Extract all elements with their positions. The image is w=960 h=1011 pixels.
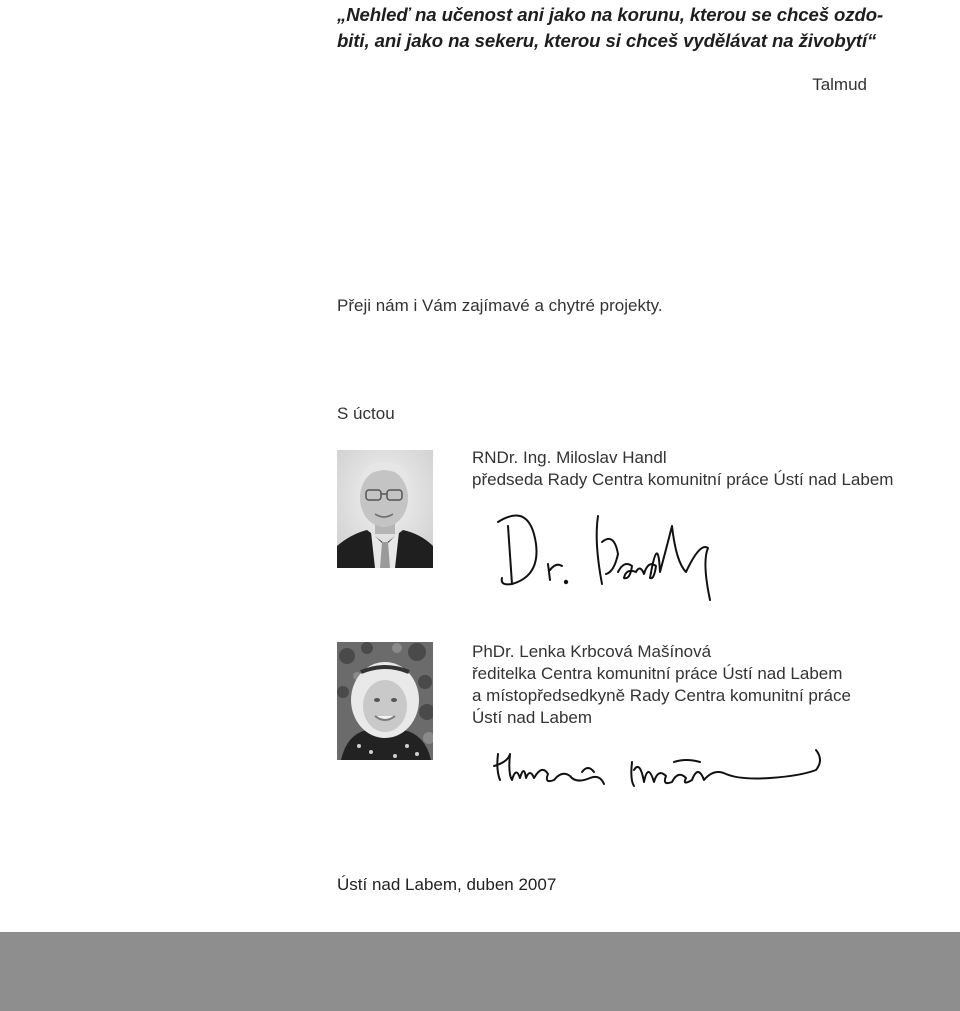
person-name: RNDr. Ing. Miloslav Handl [472,448,667,467]
quote-line-1: „Nehleď na učenost ani jako na korunu, kterou se chceš ozdo- [337,4,884,25]
person-masinova [472,641,851,729]
quote-source: Talmud [812,75,867,94]
person-role: Ústí nad Labem [472,708,593,727]
quote [337,2,957,54]
person-role: a místopředsedkyně Rady Centra komunitní práce [472,686,851,705]
person-role: předseda Rady Centra komunitní práce Ústí nad Labem [472,470,894,489]
signature-handl [490,502,730,611]
regards-text: S úctou [337,404,395,423]
quote-line-2: biti, ani jako na sekeru, kterou si chceš vydělávat na živobytí“ [337,30,877,51]
place-date: Ústí nad Labem, duben 2007 [337,875,557,894]
portrait-photo-handl [337,450,433,568]
footer-bar [0,932,960,1011]
wish-text: Přeji nám i Vám zajímavé a chytré projekty. [337,296,663,315]
person-handl [472,447,893,491]
person-role: ředitelka Centra komunitní práce Ústí nad Labem [472,664,843,683]
portrait-photo-masinova [337,642,433,760]
signature-masinova [490,740,830,801]
person-name: PhDr. Lenka Krbcová Mašínová [472,642,712,661]
